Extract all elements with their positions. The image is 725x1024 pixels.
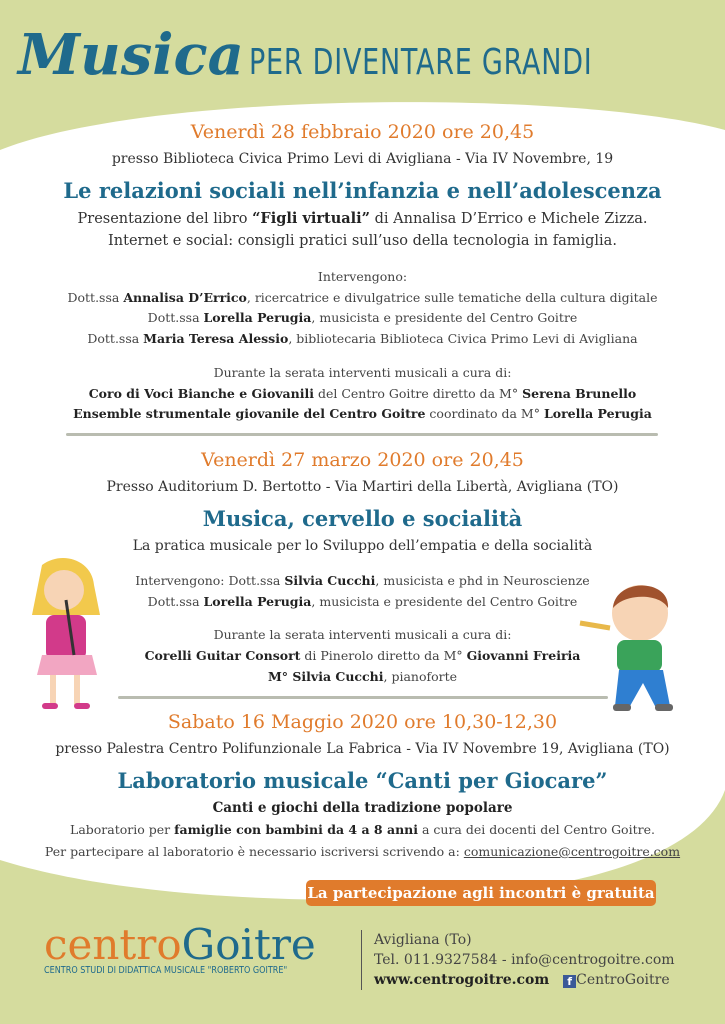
event2-location: Presso Auditorium D. Bertotto - Via Martiri della Libertà, Avigliana (TO) bbox=[106, 479, 619, 495]
event1-location: presso Biblioteca Civica Primo Levi di Avigliana - Via IV Novembre, 19 bbox=[111, 151, 614, 167]
event2-music: Corelli Guitar Consort di Pinerolo diretto da M° Giovanni Freiria bbox=[144, 648, 581, 663]
event2-speaker: Intervengono: Dott.ssa Silvia Cucchi, musicista e phd in Neuroscienze bbox=[135, 573, 590, 588]
event3-line1: Laboratorio per famiglie con bambini da 4 a 8 anni a cura dei docenti del Centro Goitre. bbox=[70, 822, 655, 837]
centro-goitre-logo: centroGoitre CENTRO STUDI DI DIDATTICA MUSICALE "ROBERTO GOITRE" bbox=[44, 920, 316, 976]
girl-illustration bbox=[22, 555, 112, 720]
event1-speaker: Dott.ssa Maria Teresa Alessio, bibliotecaria Biblioteca Civica Primo Levi di Avigliana bbox=[87, 331, 638, 346]
event1-speaker: Dott.ssa Annalisa D’Errico, ricercatrice e divulgatrice sulle tematiche della cultura digitale bbox=[67, 290, 658, 305]
event1-desc1: Presentazione del libro “Figli virtuali” di Annalisa D’Errico e Michele Zizza. bbox=[77, 210, 648, 227]
event2-title: Musica, cervello e socialità bbox=[202, 506, 523, 531]
event3-line2: Per partecipare al laboratorio è necessario iscriversi scrivendo a: comunicazione@centrogoitre.com bbox=[44, 844, 681, 859]
event1-music: Ensemble strumentale giovanile del Centro Goitre coordinato da M° Lorella Perugia bbox=[73, 406, 652, 421]
event2-speaker: Dott.ssa Lorella Perugia, musicista e presidente del Centro Goitre bbox=[147, 594, 578, 609]
event2-music-label: Durante la serata interventi musicali a cura di: bbox=[213, 627, 512, 642]
facebook-link[interactable]: CentroGoitre bbox=[576, 972, 670, 988]
facebook-icon: f bbox=[563, 975, 576, 988]
event3-date: Sabato 16 Maggio 2020 ore 10,30-12,30 bbox=[167, 711, 558, 733]
event2-subtitle: La pratica musicale per lo Sviluppo dell’empatia e della socialità bbox=[132, 538, 593, 554]
event1-title: Le relazioni sociali nell’infanzia e nell’adolescenza bbox=[63, 178, 662, 203]
event1-music-label: Durante la serata interventi musicali a cura di: bbox=[213, 365, 512, 380]
contact-info bbox=[374, 930, 675, 990]
phone-email: Tel. 011.9327584 - info@centrogoitre.com bbox=[374, 952, 675, 968]
website-link[interactable]: www.centrogoitre.com bbox=[374, 972, 550, 988]
city: Avigliana (To) bbox=[374, 932, 472, 948]
divider bbox=[118, 696, 608, 699]
event2-music: M° Silvia Cucchi, pianoforte bbox=[267, 669, 458, 684]
event2-date: Venerdì 27 marzo 2020 ore 20,45 bbox=[201, 449, 524, 471]
event3-title: Laboratorio musicale “Canti per Giocare” bbox=[117, 768, 608, 793]
event1-speaker: Dott.ssa Lorella Perugia, musicista e presidente del Centro Goitre bbox=[147, 310, 578, 325]
event1-music: Coro di Voci Bianche e Giovanili del Centro Goitre diretto da M° Serena Brunello bbox=[88, 386, 637, 401]
divider bbox=[66, 433, 658, 436]
event1-speakers-label: Intervengono: bbox=[317, 269, 408, 284]
free-entry-badge: La partecipazione agli incontri è gratuita bbox=[306, 880, 656, 906]
event3-subtitle: Canti e giochi della tradizione popolare bbox=[212, 800, 513, 816]
boy-illustration bbox=[575, 578, 685, 718]
poster-title: Musica PER DIVENTARE GRANDI bbox=[18, 22, 593, 88]
divider bbox=[361, 930, 362, 990]
event1-date: Venerdì 28 febbraio 2020 ore 20,45 bbox=[190, 121, 535, 143]
email-link[interactable]: comunicazione@centrogoitre.com bbox=[463, 844, 681, 859]
event3-location: presso Palestra Centro Polifunzionale La Fabrica - Via IV Novembre 19, Avigliana (TO) bbox=[55, 741, 670, 757]
event1-desc2: Internet e social: consigli pratici sull’uso della tecnologia in famiglia. bbox=[108, 233, 617, 249]
